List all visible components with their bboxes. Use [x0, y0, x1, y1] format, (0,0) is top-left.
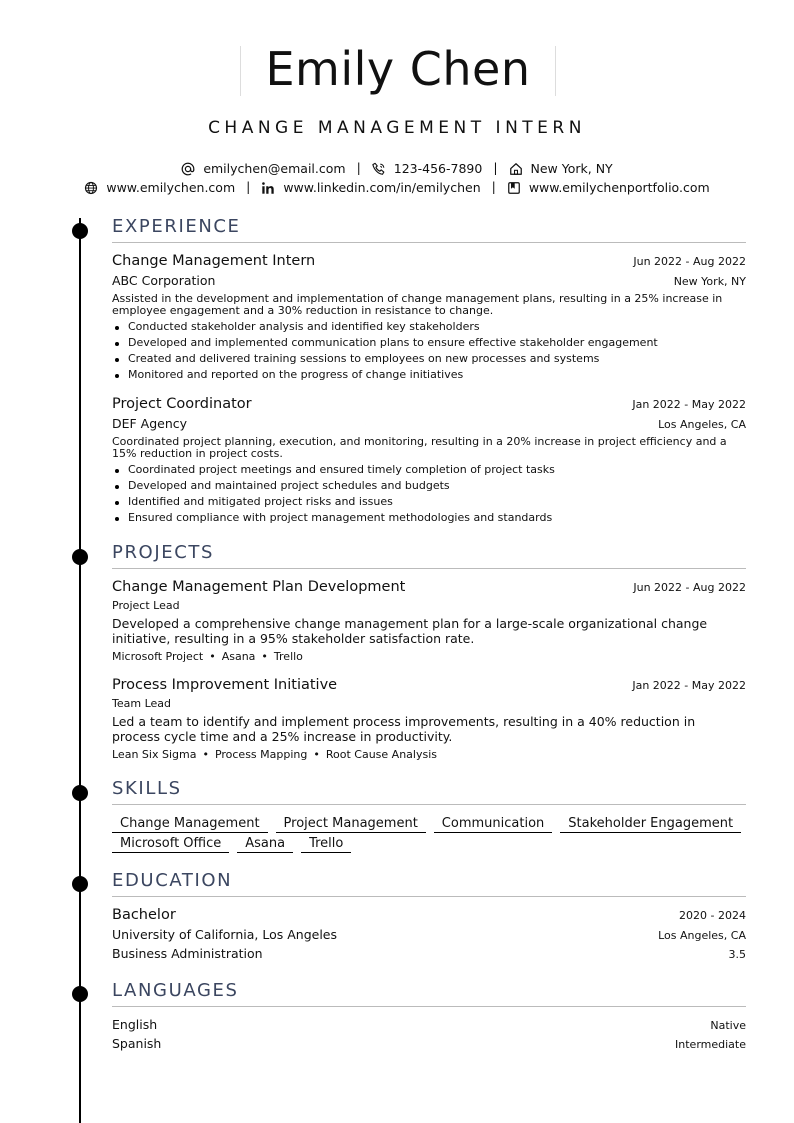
separator: | — [246, 179, 251, 194]
project-2-tools — [112, 748, 437, 761]
job-dates: Jun 2022 - Aug 2022 — [633, 255, 746, 268]
candidate-name: Emily Chen — [240, 46, 556, 96]
job-summary: Assisted in the development and implementation of change management plans, resulting in a 25% increase in employee engagement and a 30% reduction in resistance to change. — [112, 292, 723, 317]
timeline-dot-experience — [72, 223, 88, 239]
list-item: Ensured compliance with project management methodologies and standards — [112, 510, 746, 526]
school-name: University of California, Los Angeles — [112, 927, 338, 942]
location-item — [509, 161, 613, 176]
linkedin-link[interactable]: www.linkedin.com/in/emilychen — [283, 180, 481, 195]
language-row — [112, 1017, 746, 1032]
job-company: DEF Agency — [112, 416, 188, 431]
contact-line-2 — [0, 179, 794, 195]
skill-chip: Trello — [301, 836, 351, 853]
project-name: Process Improvement Initiative — [112, 677, 338, 693]
job-location: Los Angeles, CA — [658, 418, 746, 431]
portfolio-item — [507, 180, 710, 195]
tool-separator: • — [313, 748, 320, 761]
job-2-company-row — [112, 416, 746, 431]
school-location: Los Angeles, CA — [658, 929, 746, 942]
globe-icon — [84, 181, 98, 195]
skill-chip: Microsoft Office — [112, 836, 229, 853]
project-2-role-row — [112, 697, 746, 710]
tool-tag: Process Mapping — [214, 748, 308, 761]
email-text[interactable]: emilychen@email.com — [203, 161, 346, 176]
language-level: Native — [710, 1019, 746, 1032]
project-role: Team Lead — [112, 697, 171, 710]
list-item: Created and delivered training sessions to employees on new processes and systems — [112, 351, 746, 367]
field-of-study: Business Administration — [112, 946, 263, 961]
skill-chip: Communication — [434, 816, 552, 833]
list-item: Coordinated project meetings and ensured timely completion of project tasks — [112, 462, 746, 478]
timeline-dot-languages — [72, 986, 88, 1002]
skill-chip: Asana — [237, 836, 293, 853]
languages-heading: LANGUAGES — [112, 980, 746, 1007]
language-row — [112, 1036, 746, 1051]
linkedin-item — [261, 180, 480, 195]
job-dates: Jan 2022 - May 2022 — [632, 398, 746, 411]
skills-list — [112, 816, 746, 856]
timeline-dot-projects — [72, 549, 88, 565]
project-2-header — [112, 677, 746, 693]
job-location: New York, NY — [673, 275, 746, 288]
project-name: Change Management Plan Development — [112, 579, 406, 595]
job-1-bullets — [112, 319, 746, 383]
phone-text[interactable]: 123-456-7890 — [393, 161, 483, 176]
projects-heading: PROJECTS — [112, 542, 746, 569]
tool-tag: Asana — [221, 650, 256, 663]
education-field-row — [112, 946, 746, 961]
project-dates: Jan 2022 - May 2022 — [632, 679, 746, 692]
skill-chip: Stakeholder Engagement — [560, 816, 741, 833]
gpa: 3.5 — [728, 948, 746, 961]
website-link[interactable]: www.emilychen.com — [106, 180, 236, 195]
home-icon — [509, 162, 523, 176]
job-2-header — [112, 396, 746, 412]
tool-tag: Trello — [273, 650, 303, 663]
phone-icon — [372, 162, 386, 176]
at-icon — [181, 162, 195, 176]
language-name: Spanish — [112, 1036, 162, 1051]
language-level: Intermediate — [675, 1038, 746, 1051]
job-role: Project Coordinator — [112, 396, 252, 412]
location-text: New York, NY — [530, 161, 613, 176]
tool-tag: Microsoft Project — [112, 650, 204, 663]
list-item: Developed and implemented communication plans to ensure effective stakeholder engagement — [112, 335, 746, 351]
education-dates: 2020 - 2024 — [679, 909, 746, 922]
portfolio-link[interactable]: www.emilychenportfolio.com — [528, 180, 710, 195]
job-title: CHANGE MANAGEMENT INTERN — [208, 118, 586, 138]
education-school-row — [112, 927, 746, 942]
phone-item — [372, 161, 483, 176]
project-dates: Jun 2022 - Aug 2022 — [633, 581, 746, 594]
tool-separator: • — [261, 650, 268, 663]
job-summary: Coordinated project planning, execution, and monitoring, resulting in a 20% increase in project efficiency and a 15% reduction in project costs. — [112, 435, 727, 460]
education-heading: EDUCATION — [112, 870, 746, 897]
tool-tag: Lean Six Sigma — [112, 748, 197, 761]
job-role: Change Management Intern — [112, 253, 316, 269]
skills-heading: SKILLS — [112, 778, 746, 805]
separator: | — [356, 160, 361, 175]
job-1-company-row — [112, 273, 746, 288]
timeline-dot-education — [72, 876, 88, 892]
separator: | — [491, 179, 496, 194]
contact-line-1 — [0, 160, 794, 176]
website-item — [84, 180, 235, 195]
job-company: ABC Corporation — [112, 273, 216, 288]
language-name: English — [112, 1017, 158, 1032]
email-item — [181, 161, 345, 176]
project-1-role-row — [112, 599, 746, 612]
list-item: Identified and mitigated project risks and issues — [112, 494, 746, 510]
project-description: Developed a comprehensive change management plan for a large-scale organizational change initiative, resulting in a 95% stakeholder satisfaction rate. — [112, 616, 708, 646]
tool-separator: • — [209, 650, 216, 663]
project-1-header — [112, 579, 746, 595]
tool-tag: Root Cause Analysis — [325, 748, 438, 761]
portfolio-icon — [507, 181, 521, 195]
degree: Bachelor — [112, 907, 176, 923]
linkedin-icon — [261, 181, 275, 195]
tool-separator: • — [202, 748, 209, 761]
education-degree-row — [112, 907, 746, 923]
skill-chip: Change Management — [112, 816, 268, 833]
experience-heading: EXPERIENCE — [112, 216, 746, 243]
project-role: Project Lead — [112, 599, 180, 612]
separator: | — [493, 160, 498, 175]
project-1-tools — [112, 650, 303, 663]
list-item: Conducted stakeholder analysis and identified key stakeholders — [112, 319, 746, 335]
timeline-dot-skills — [72, 785, 88, 801]
job-1-header — [112, 253, 746, 269]
project-description: Led a team to identify and implement process improvements, resulting in a 40% reduction in process cycle time and a 25% increase in productivity. — [112, 714, 696, 744]
job-2-bullets — [112, 462, 746, 526]
list-item: Developed and maintained project schedules and budgets — [112, 478, 746, 494]
list-item: Monitored and reported on the progress of change initiatives — [112, 367, 746, 383]
skill-chip: Project Management — [276, 816, 426, 833]
